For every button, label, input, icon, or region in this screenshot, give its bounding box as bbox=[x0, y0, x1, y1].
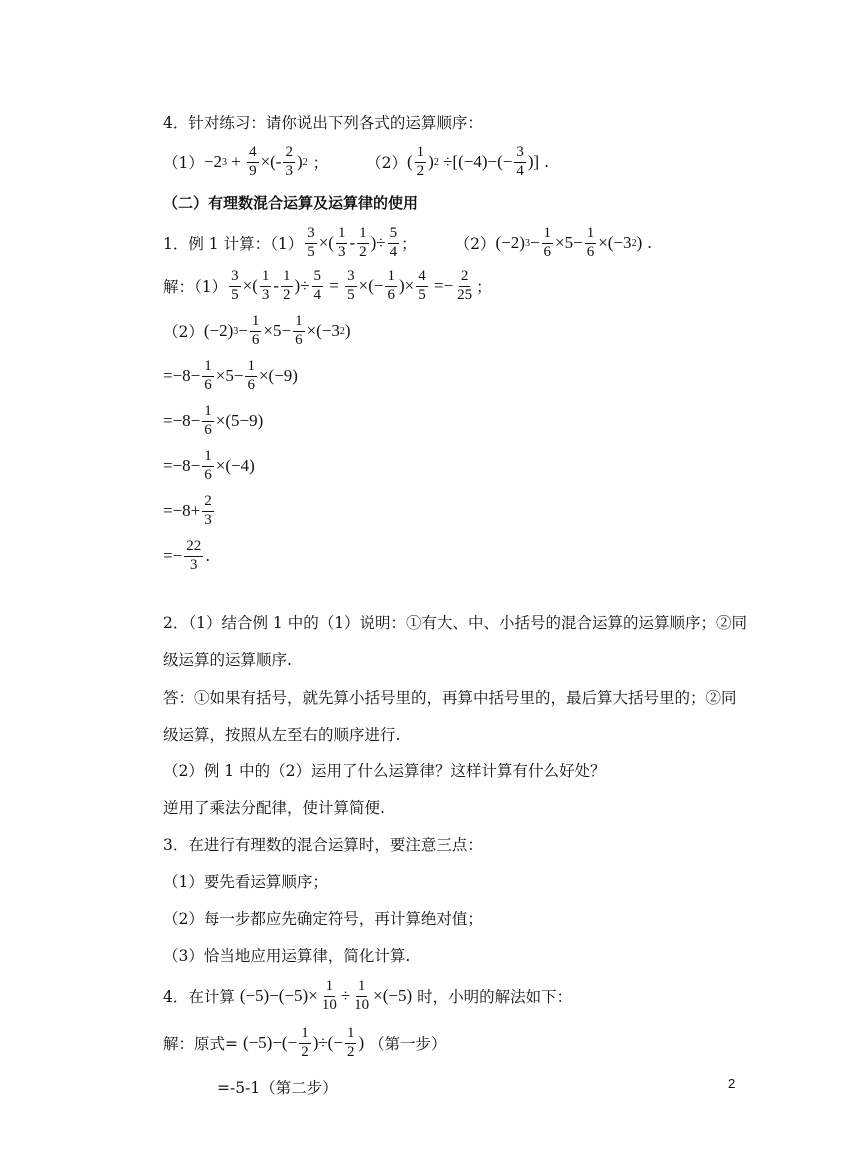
solution-1: 解：（1） 3 5 ×( 1 3 - 1 2 )÷ 5 4 = 3 5 ×(− 1 6 )× 4 5 =− 2 25 ； bbox=[163, 267, 492, 303]
point-3-heading: 3．在进行有理数的混合运算时，要注意三点： bbox=[163, 836, 483, 854]
solution-2-start: （2） (−2) 3 − 1 6 ×5− 1 6 ×(−3 2 ) bbox=[163, 312, 351, 348]
question-2-line-2: 级运算的运算顺序. bbox=[163, 651, 292, 669]
xiaoming-step-1: 解：原式= (−5)−(− 1 2 )÷(− 1 2 ) （第一步） bbox=[163, 1024, 447, 1060]
expression-2: ( 1 2 ) 2 ÷[(−4)−(− 3 4 )] bbox=[406, 143, 540, 179]
expression-1: −2 3 + 4 9 ×(- 2 3 ) 2 bbox=[203, 143, 308, 179]
xiaoming-step-2: =-5-1（第二步） bbox=[217, 1079, 338, 1097]
example-expression-1: 3 5 ×( 1 3 - 1 2 )÷ 5 4 bbox=[307, 224, 398, 260]
practice-heading: 4．针对练习：请你说出下列各式的运算顺序： bbox=[163, 114, 483, 132]
practice-expressions: （1） −2 3 + 4 9 ×(- 2 3 ) 2 ； （2） ( 1 2 ) 2 ÷[(−4)−(− 3 4 )] . bbox=[163, 143, 550, 179]
answer-line-2: 级运算，按照从左至右的顺序进行. bbox=[163, 726, 401, 744]
point-3-item-3: （3）恰当地应用运算律，简化计算. bbox=[163, 947, 411, 965]
question-2-line-1: 2．（1）结合例 1 中的（1）说明：①有大、中、小括号的混合运算的运算顺序；②同 bbox=[163, 614, 748, 632]
section-heading: （二）有理数混合运算及运算律的使用 bbox=[163, 193, 419, 212]
point-3-item-2: （2）每一步都应先确定符号，再计算绝对值； bbox=[163, 910, 483, 928]
answer-line-1: 答：①如果有括号，就先算小括号里的，再算中括号里的，最后算大括号里的；②同 bbox=[163, 689, 737, 707]
solution-1-expression: 3 5 ×( 1 3 - 1 2 )÷ 5 4 = 3 5 ×(− 1 6 )× 4 5 =− 2 25 bbox=[231, 267, 473, 303]
point-3-item-1: （1）要先看运算顺序； bbox=[163, 873, 328, 891]
example-1-problem: 1．例 1 计算：（1） 3 5 ×( 1 3 - 1 2 )÷ 5 4 ； （2） (−2) 3 − 1 6 ×5− 1 6 ×(−3 2 ) . bbox=[163, 224, 653, 260]
solution-2-step-2: =−8− 1 6 ×(5−9) bbox=[163, 402, 264, 438]
solution-2-step-3: =−8− 1 6 ×(−4) bbox=[163, 447, 255, 483]
answer-part-2: 逆用了乘法分配律，使计算简便. bbox=[163, 799, 385, 817]
question-2-part-2: （2）例 1 中的（2）运用了什么运算律？这样计算有什么好处？ bbox=[163, 762, 606, 780]
question-4-expression: (−5)−(−5)× 1 10 ÷ 1 10 ×(−5) bbox=[239, 977, 413, 1013]
solution-2-step-4: =−8+ 2 3 bbox=[163, 492, 212, 528]
question-4: 4．在计算 (−5)−(−5)× 1 10 ÷ 1 10 ×(−5) 时，小明的解法如下： bbox=[163, 977, 573, 1013]
page-number: 2 bbox=[728, 1076, 736, 1091]
solution-2-result: =− 22 3 . bbox=[163, 537, 211, 573]
solution-2-step-1: =−8− 1 6 ×5− 1 6 ×(−9) bbox=[163, 357, 298, 393]
example-expression-2: (−2) 3 − 1 6 ×5− 1 6 ×(−3 2 ) bbox=[495, 224, 643, 260]
